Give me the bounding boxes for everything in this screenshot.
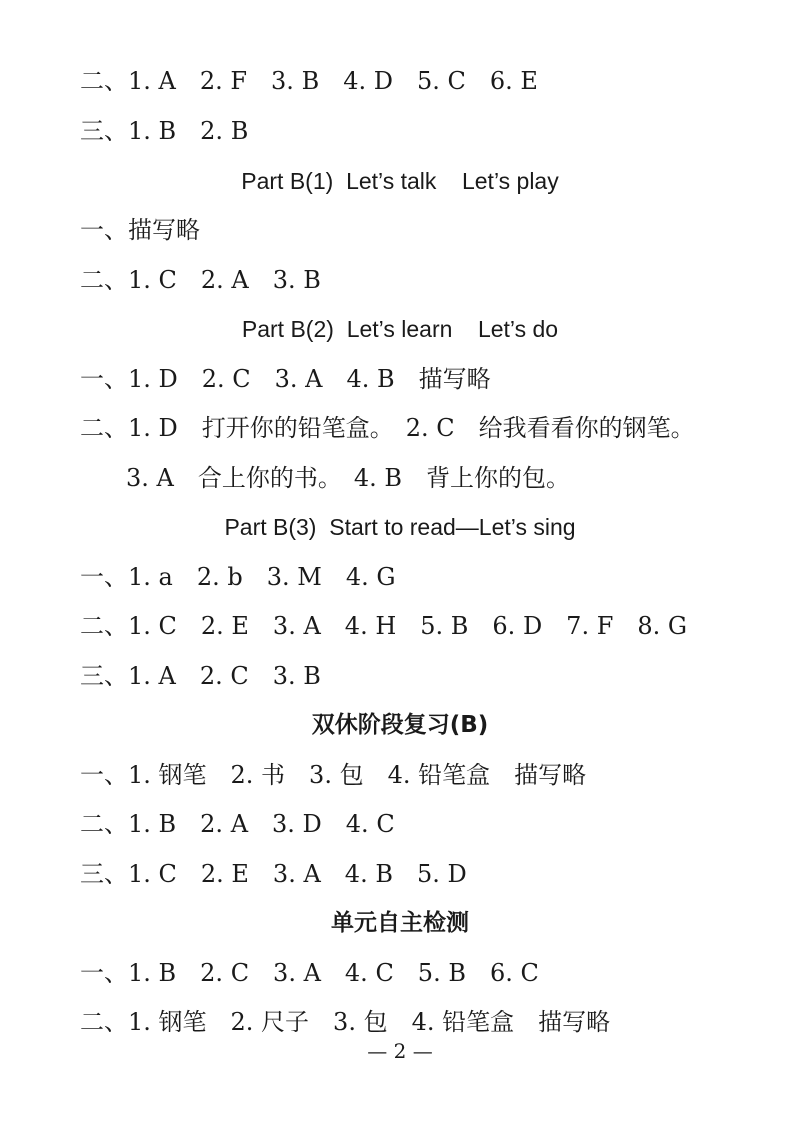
answer-line: 二、1. A 2. F 3. B 4. D 5. C 6. E (80, 67, 538, 95)
answer-line: 二、1. C 2. E 3. A 4. H 5. B 6. D 7. F 8. G (80, 612, 688, 640)
section-heading: Part B(1) Let’s talk Let’s play (241, 168, 559, 194)
answer-line: 一、1. 钢笔 2. 书 3. 包 4. 铅笔盒 描写略 (80, 761, 587, 789)
answer-line: 三、1. B 2. B (80, 117, 249, 145)
section-heading: Part B(3) Start to read—Let’s sing (224, 514, 576, 540)
section-heading: Part B(2) Let’s learn Let’s do (241, 316, 559, 342)
section-heading: 单元自主检测 (331, 910, 469, 936)
answer-line: 一、描写略 (80, 216, 200, 244)
page-number: — 2 — (367, 1039, 433, 1063)
answer-line: 二、1. 钢笔 2. 尺子 3. 包 4. 铅笔盒 描写略 (80, 1008, 611, 1036)
answer-line: 二、1. B 2. A 3. D 4. C (80, 810, 395, 838)
answer-line: 二、1. C 2. A 3. B (80, 266, 321, 294)
section-heading: 双休阶段复习(B) (311, 712, 489, 738)
answer-line: 三、1. C 2. E 3. A 4. B 5. D (80, 860, 467, 888)
answer-line: 一、1. B 2. C 3. A 4. C 5. B 6. C (80, 959, 539, 987)
answer-line: 三、1. A 2. C 3. B (80, 662, 321, 690)
answer-line-continued: 3. A 合上你的书。 4. B 背上你的包。 (126, 464, 571, 492)
answer-line: 二、1. D 打开你的铅笔盒。 2. C 给我看看你的钢笔。 (80, 414, 695, 442)
answer-line: 一、1. D 2. C 3. A 4. B 描写略 (80, 365, 491, 393)
answer-line: 一、1. a 2. b 3. M 4. G (80, 563, 396, 591)
